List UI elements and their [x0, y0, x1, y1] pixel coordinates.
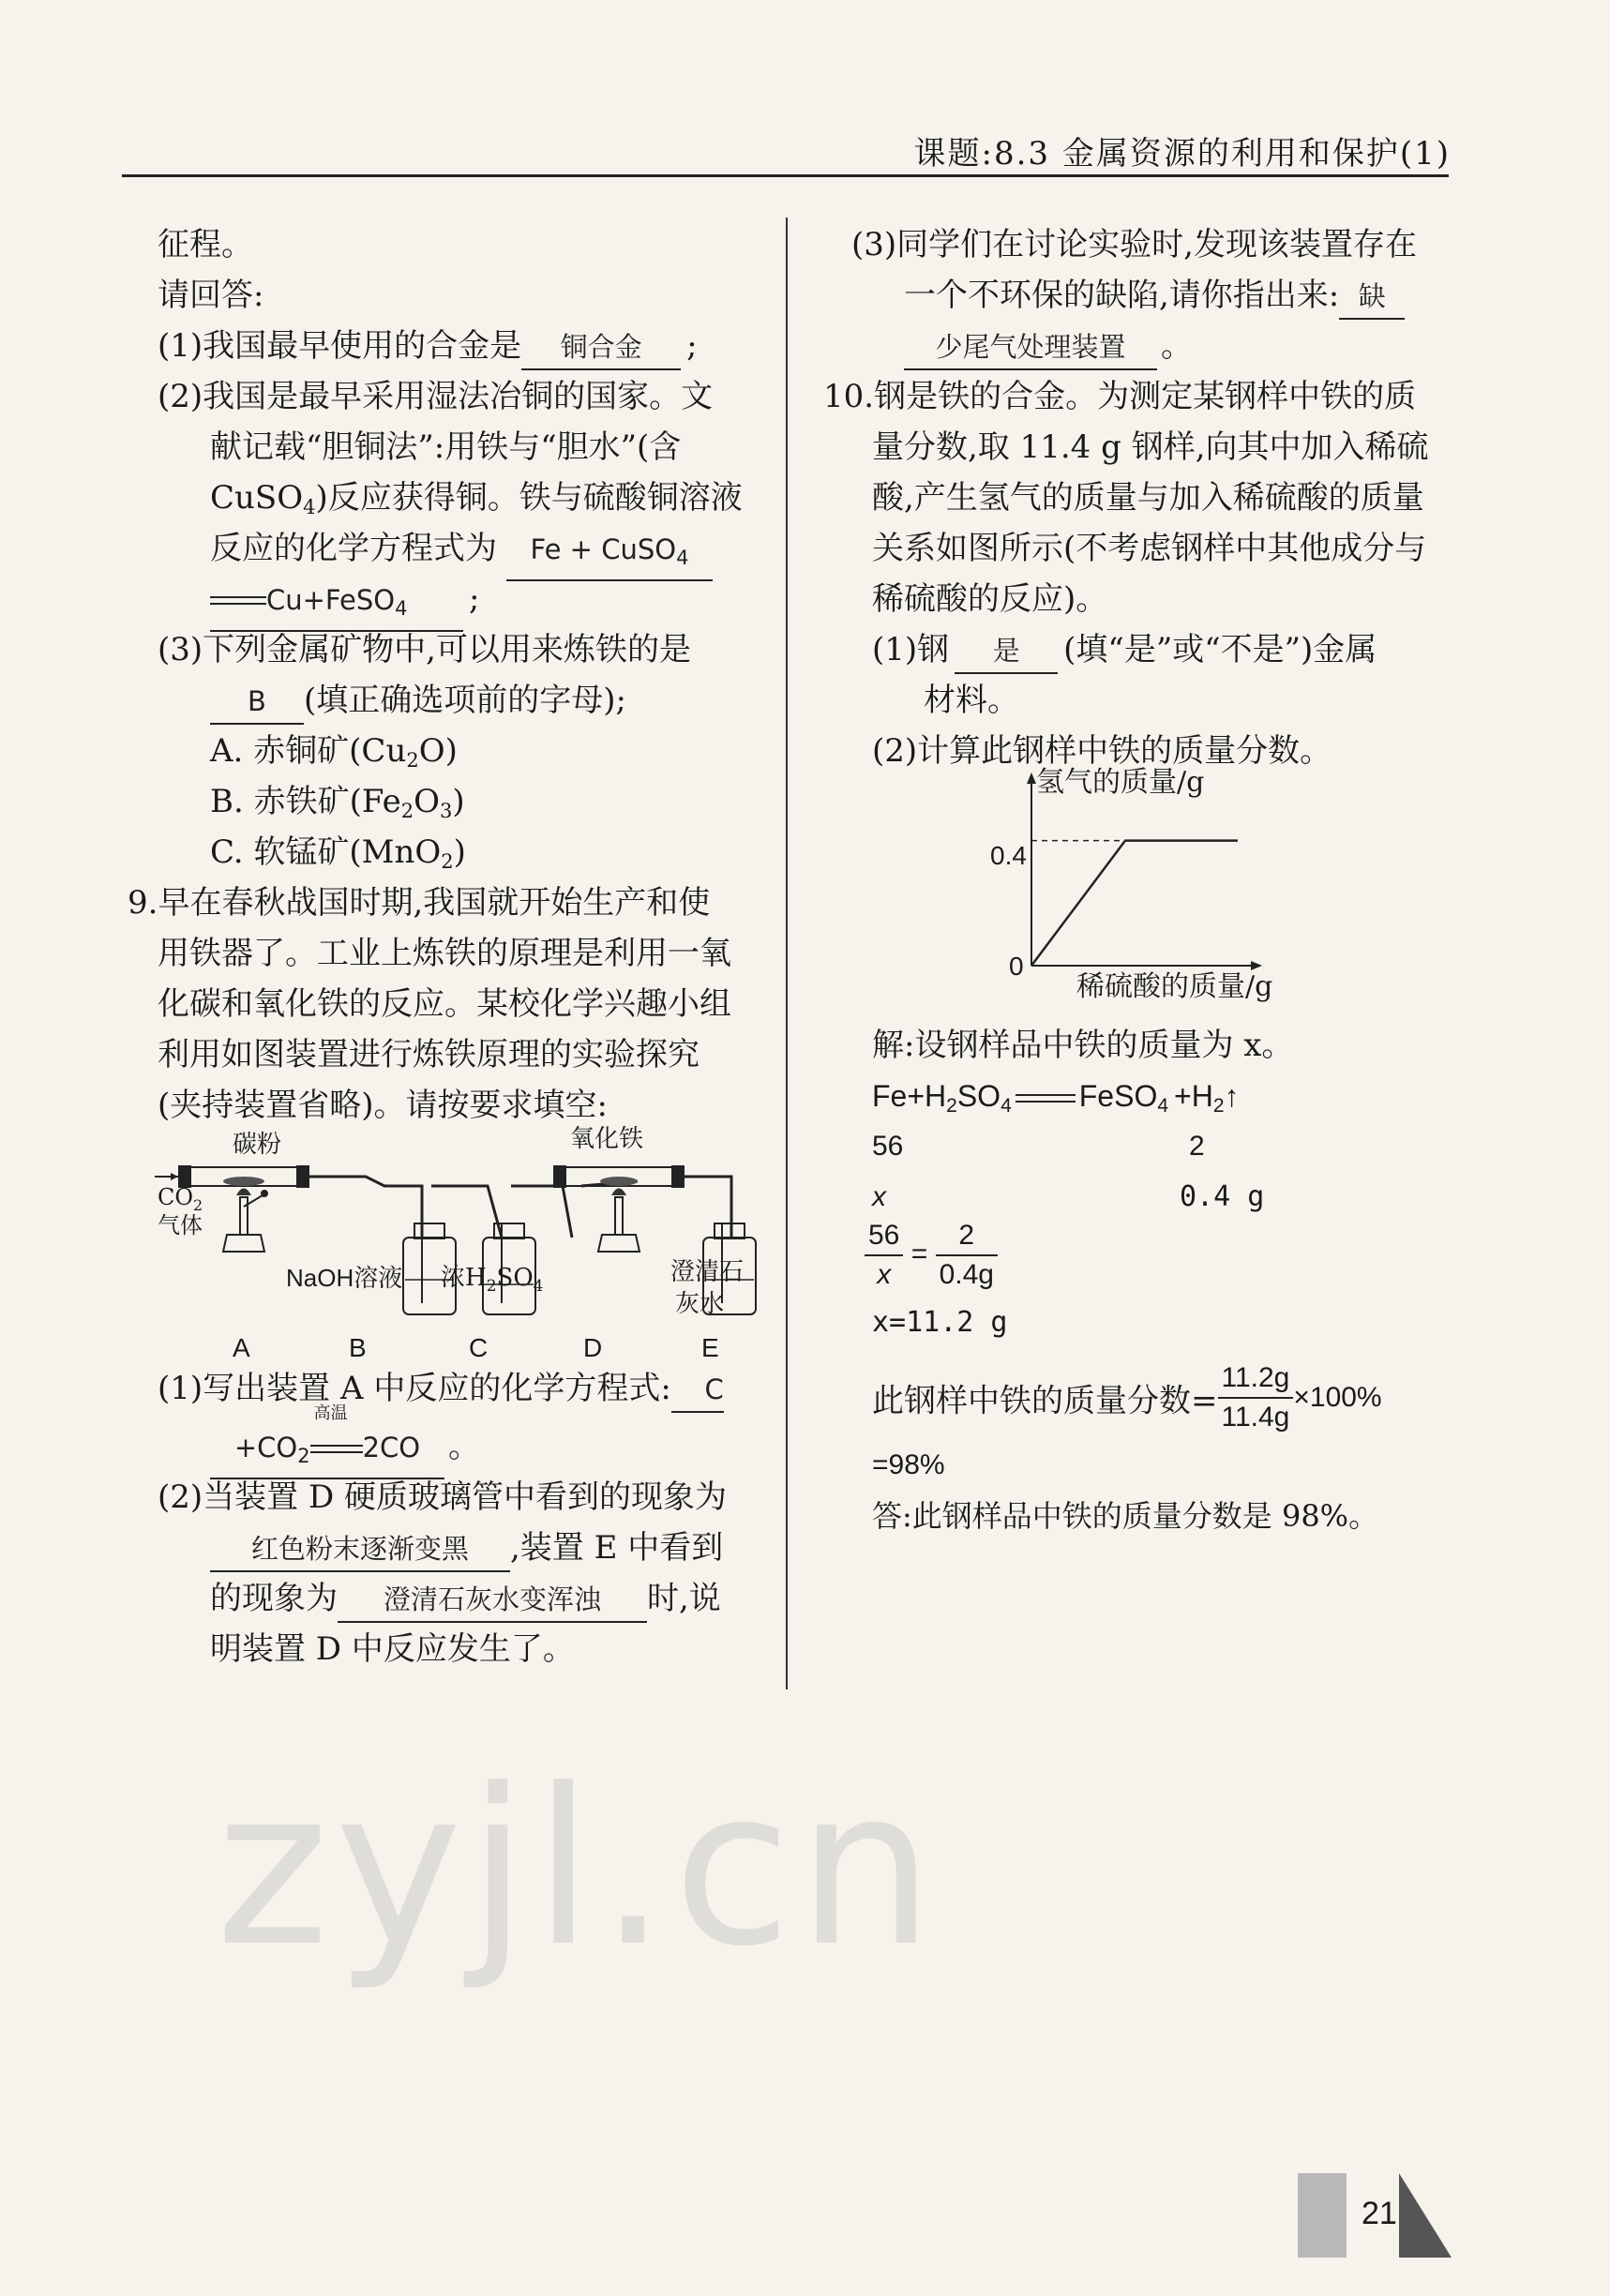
q3-blank-2: [904, 324, 1157, 370]
solution-x-value: x=11.2 g: [872, 1306, 1008, 1339]
q9-1: [158, 1367, 724, 1413]
text-line: [210, 527, 713, 581]
label-a: A: [233, 1333, 250, 1362]
label-d: D: [583, 1333, 603, 1362]
q3-blank-1: [1339, 274, 1405, 320]
text-line: 用铁器了。工业上炼铁的原理是利用一氧: [158, 935, 731, 972]
text-part: (填正确选项前的字母);: [304, 682, 626, 719]
formula-sub: 2: [406, 749, 419, 772]
text-line: 化碳和氧化铁的反应。某校化学兴趣小组: [158, 985, 731, 1023]
question-1: [158, 324, 698, 370]
text-part: 反应的化学方程式为: [210, 530, 497, 567]
text-line: 献记载“胆铜法”:用铁与“胆水”(含: [210, 428, 682, 466]
fraction-2: [936, 1217, 998, 1294]
label-naoh: NaOH溶液: [286, 1264, 403, 1292]
formula-sub: 4: [1157, 1095, 1169, 1117]
formula-sub: 2: [193, 1196, 203, 1214]
label-c: C: [469, 1333, 489, 1362]
solution-intro: 解:设钢样品中铁的质量为 x。: [872, 1027, 1294, 1064]
q2-answer-part1: [531, 528, 689, 579]
q1-suffix: ;: [686, 327, 698, 365]
corner-triangle-icon: [1399, 2173, 1452, 2258]
connector: [685, 1177, 731, 1238]
chart-origin: 0: [1009, 952, 1024, 981]
formula-sub: 4: [303, 496, 316, 518]
text-line: 稀硫酸的反应)。: [872, 580, 1108, 618]
burner-a: [223, 1189, 268, 1253]
q3-answer-part: 缺: [1358, 280, 1386, 312]
solution-ratio-a: 56: [872, 1131, 904, 1162]
q10-1-blank: [955, 628, 1058, 674]
solution-mass: 0.4 g: [1180, 1180, 1265, 1213]
equals-sign: [310, 1442, 363, 1457]
fraction-numerator: 56: [865, 1217, 903, 1256]
formula-sub: 2: [1212, 1095, 1225, 1117]
text-part: 一个不环保的缺陷,请你指出来:: [904, 277, 1340, 314]
q9-2-blank-1: [210, 1526, 510, 1572]
text-line: (2)当装置 D 硬质玻璃管中看到的现象为: [158, 1478, 728, 1516]
formula-part: SO: [956, 1079, 1001, 1113]
formula-sub: 2: [400, 800, 414, 822]
proportion-equation: $\frac{56}{x}$ = $\frac{2}{0.4g}$: [865, 1217, 998, 1294]
q3-answer-blank: [210, 679, 304, 725]
formula-sub: 2: [441, 850, 454, 873]
option-c: [210, 831, 466, 883]
formula-part: Cu+FeSO: [266, 584, 396, 616]
series-line: [1031, 841, 1238, 966]
equals-sign: [1016, 1091, 1076, 1106]
q9-2-answer-1: 红色粉末逐渐变黑: [250, 1533, 469, 1565]
text-part: C. 软锰矿(MnO: [210, 833, 442, 871]
text-part: B. 赤铁矿(Fe: [210, 783, 401, 820]
column-divider: [786, 218, 788, 1689]
lesson-title: 课题:8.3 金属资源的利用和保护(1): [913, 135, 1451, 173]
text-part: O): [418, 732, 458, 770]
text-line: [210, 1526, 723, 1572]
formula-sub: 4: [1001, 1095, 1012, 1117]
formula-part: Fe+H: [872, 1079, 947, 1113]
text-line: [904, 324, 1193, 370]
condition-label: 高温: [313, 1403, 348, 1423]
fraction-denominator: x: [877, 1259, 892, 1290]
text-part: (1)钢: [872, 631, 950, 668]
text-line: [904, 274, 1405, 320]
option-b: [210, 780, 465, 833]
text-line: (2)我国是最早采用湿法冶铜的国家。文: [158, 378, 714, 415]
text-part: 此钢样中铁的质量分数=: [872, 1382, 1218, 1420]
chart-xlabel: 稀硫酸的质量/g: [1076, 970, 1273, 1003]
solution-ratio-b: 2: [1189, 1131, 1205, 1162]
q1-prefix: (1)我国最早使用的合金是: [158, 327, 522, 365]
text-line: 关系如图所示(不考虑钢样中其他成分与: [872, 530, 1427, 567]
label-e: E: [701, 1333, 719, 1362]
formula-part: 2CO: [362, 1432, 421, 1463]
connector: [399, 1186, 422, 1238]
q2-suffix: ;: [469, 580, 480, 618]
label-gas: 气体: [158, 1212, 203, 1238]
solution-percent: [872, 1359, 1382, 1436]
option-a: [210, 729, 458, 782]
connector: [309, 1177, 399, 1186]
text-line: (3)同学们在讨论实验时,发现该装置存在: [851, 226, 1417, 263]
equals-sign: [210, 593, 266, 608]
formula-part: Fe + CuSO: [530, 533, 677, 565]
q2-answer-part2: [266, 578, 407, 630]
text-part: )反应获得铜。铁与硫酸铜溶液: [315, 479, 743, 517]
text-line: 明装置 D 中反应发生了。: [210, 1630, 575, 1668]
text-part: 的现象为: [210, 1580, 338, 1617]
q9-1-answer-eq: [233, 1403, 421, 1478]
fraction-1: [865, 1217, 903, 1294]
chart-ytick: 0.4: [990, 841, 1027, 870]
text-line: [210, 578, 479, 632]
q10-1-answer: 是: [992, 635, 1020, 667]
text-part: ,装置 E 中看到: [510, 1529, 724, 1567]
q3-answer: B: [248, 685, 266, 717]
formula-part: FeSO: [1078, 1079, 1158, 1113]
formula-part: +H: [1174, 1079, 1213, 1113]
arrow-icon: [171, 1173, 178, 1180]
page-tab: [1298, 2173, 1347, 2258]
label-b: B: [349, 1333, 367, 1362]
tube-d: [553, 1165, 685, 1252]
text-part: O: [414, 783, 440, 820]
formula-sub: 2: [297, 1445, 310, 1467]
formula-sub: 2: [946, 1095, 957, 1117]
label-h2so4: [441, 1256, 543, 1308]
watermark: zyjl.cn: [216, 1744, 940, 1994]
text-line: 材料。: [924, 682, 1019, 719]
text-line: 请回答:: [158, 277, 264, 314]
q3-answer-part: 少尾气处理装置: [935, 331, 1126, 363]
solution-equation: [872, 1074, 1240, 1128]
fraction-denominator: 11.4g: [1221, 1402, 1290, 1433]
text-line: [210, 679, 626, 725]
label-carbon: 碳粉: [233, 1131, 282, 1159]
formula-part: CO: [158, 1184, 194, 1210]
q9-1-suffix: 。: [448, 1428, 480, 1465]
text-line: 酸,产生氢气的质量与加入稀硫酸的质量: [872, 479, 1424, 517]
q9-1-line2: [210, 1403, 480, 1479]
chart-ylabel: 氢气的质量/g: [1036, 766, 1205, 799]
formula-part: +CO: [233, 1432, 298, 1463]
label-limewater-1: 澄清石: [670, 1258, 745, 1286]
q9-2-blank-2: [338, 1577, 647, 1623]
y-axis-arrow-icon: [1027, 773, 1036, 784]
text-part: (1)写出装置 A 中反应的化学方程式:: [158, 1370, 671, 1407]
fraction-3: [1218, 1359, 1294, 1436]
text-line: 量分数,取 11.4 g 钢样,向其中加入稀硫: [872, 428, 1429, 466]
text-part: (填“是”或“不是”)金属: [1063, 631, 1377, 668]
fraction-numerator: 2: [936, 1217, 998, 1256]
formula-sub: 3: [439, 800, 453, 822]
header-rule: [122, 174, 1449, 177]
fraction-numerator: 11.2g: [1218, 1359, 1294, 1399]
q1-answer-blank: [521, 324, 681, 370]
text-line: (2)计算此钢样中铁的质量分数。: [872, 732, 1332, 770]
formula-part: 浓H: [441, 1264, 487, 1292]
formula-part: CuSO: [210, 479, 304, 517]
solution-answer: 答:此钢样品中铁的质量分数是 98%。: [872, 1498, 1379, 1534]
text-line: (3)下列金属矿物中,可以用来炼铁的是: [158, 631, 691, 668]
q9-2-answer-2: 澄清石灰水变浑浊: [383, 1583, 601, 1615]
text-line: [210, 476, 743, 529]
formula-sub: 4: [676, 547, 689, 569]
text-line: (夹持装置省略)。请按要求填空:: [158, 1087, 608, 1124]
connector: [431, 1186, 502, 1238]
label-limewater-2: 灰水: [675, 1290, 725, 1318]
text-part: ): [452, 783, 465, 820]
formula-sub: 2: [486, 1277, 497, 1296]
q2-answer-blank-2: [210, 578, 463, 632]
gas-arrow-icon: ↑: [1224, 1079, 1240, 1113]
q9-1-blank-1: [671, 1367, 724, 1413]
q9-1-answer-part: C: [704, 1373, 724, 1405]
text-line: 征程。: [158, 226, 253, 263]
q3-suffix: 。: [1161, 327, 1193, 365]
text-part: A. 赤铜矿(Cu: [210, 732, 407, 770]
solution-result: =98%: [872, 1449, 945, 1480]
solution-var-x: x: [872, 1181, 886, 1212]
text-part: ×100%: [1293, 1382, 1382, 1413]
text-part: ): [453, 833, 466, 871]
label-iron-oxide: 氧化铁: [570, 1125, 644, 1153]
text-line: 利用如图装置进行炼铁原理的实验探究: [158, 1036, 700, 1073]
q2-answer-blank-1: [506, 527, 713, 581]
formula-sub: 4: [395, 597, 408, 620]
q9-1-blank-2: [210, 1403, 444, 1479]
text-part: 时,说: [647, 1580, 721, 1617]
fraction-denominator: 0.4g: [939, 1259, 994, 1290]
q10-1: [872, 628, 1377, 674]
text-line: [210, 1577, 721, 1623]
page-number: 21: [1362, 2196, 1397, 2231]
q1-answer: 铜合金: [560, 331, 642, 363]
formula-sub: 4: [533, 1277, 544, 1296]
connector: [511, 1186, 572, 1238]
text-line: 10.钢是铁的合金。为测定某钢样中铁的质: [823, 378, 1417, 415]
formula-part: SO: [496, 1264, 534, 1292]
text-line: 9.早在春秋战国时期,我国就开始生产和使: [128, 884, 711, 922]
